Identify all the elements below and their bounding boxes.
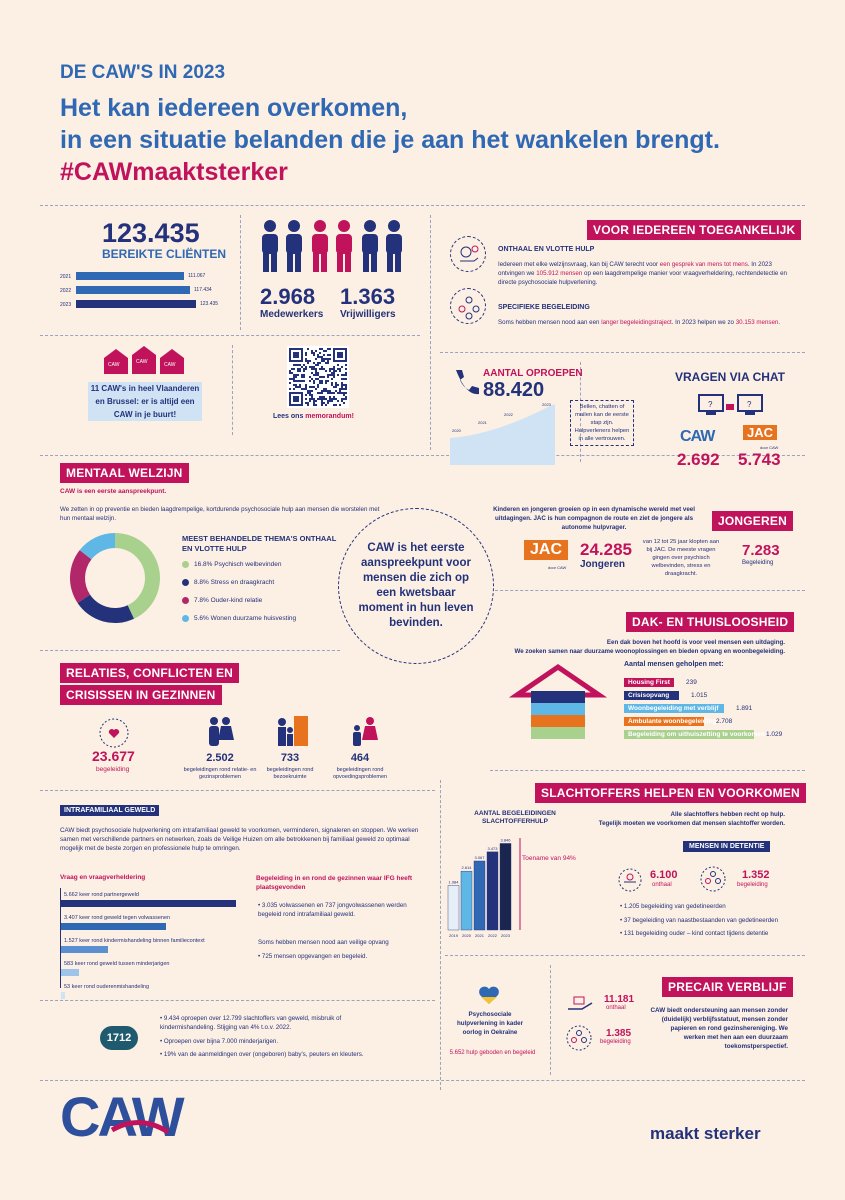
domestic-bar: [61, 923, 166, 930]
employees-label: Medewerkers: [260, 309, 324, 320]
precarious-l2: begeleiding: [600, 1039, 631, 1045]
domestic-bar-label: 53 keer rond ouderenmishandeling: [64, 984, 150, 990]
relations-main-value: 23.677: [92, 748, 135, 764]
victims-bar-label: 3.067: [474, 854, 485, 860]
chat-jac-value: 5.743: [738, 450, 781, 469]
domestic-ifg-2: Soms hebben mensen nood aan veilige opvang: [258, 939, 389, 946]
precarious-onthaal-icon: [566, 993, 596, 1017]
precarious-group-icon: [566, 1025, 592, 1051]
victims-bar: [461, 871, 472, 930]
chat-caw-logo: CAW: [680, 428, 715, 445]
legend-label: 8.8% Stress en draagkracht: [194, 579, 275, 586]
homeless-intro-2: We zoeken samen naar duurzame woonoplossingen en bieden opvang en woonbegeleiding.: [514, 648, 785, 655]
domestic-bar-label: 3.407 keer rond geweld tegen volwassenen: [64, 915, 171, 921]
chat-jac-logo: JAC: [743, 425, 777, 440]
footer-tagline: maakt sterker: [650, 1124, 761, 1143]
clients-year-label: 2021: [60, 274, 72, 280]
ukraine-heart-icon: [478, 984, 500, 1006]
homeless-item-value: 1.015: [691, 692, 708, 699]
homeless-helped-title: Aantal mensen geholpen met:: [624, 661, 724, 668]
ukraine-text: Psychosociale hulpverlening in kader oorlog in Oekraïne: [456, 1011, 523, 1036]
donut-slice: [70, 550, 91, 603]
victims-year-label: 2020: [462, 933, 471, 938]
headline-2: in een situatie belanden die je aan het wankelen brengt.: [60, 126, 720, 154]
calls-year-2022: 2022: [504, 412, 513, 417]
victims-intro-2: Tegelijk moeten we voorkomen dat mensen slachtoffer worden.: [598, 820, 785, 827]
victims-year-label: 2021: [475, 933, 484, 938]
themes-donut: [65, 528, 165, 628]
clients-bar-value: 111.067: [188, 273, 206, 279]
footer-logo: CAW: [60, 1085, 182, 1148]
handshake-icon: [450, 236, 486, 272]
hashtag: #CAWmaaktsterker: [60, 158, 288, 186]
relations-item-label: begeleidingen rond relatie- en gezinsproblemen: [183, 767, 257, 780]
victims-bar-chart: [442, 830, 532, 942]
victims-bar: [500, 843, 511, 930]
homeless-intro-1: Een dak boven het hoofd is voor veel mensen een uitdaging.: [606, 639, 785, 646]
precarious-text: CAW biedt ondersteuning aan mensen zonder (duidelijk) verblijfsstatuut, mensen zonder papieren en rond gezinshereniging. We werken met hen aan een duurzaam toekomstperspectief.: [650, 1007, 788, 1050]
legend-label: 7.8% Ouder-kind relatie: [194, 597, 263, 604]
footer-logo-swoosh: [110, 1110, 170, 1140]
victims-year-label: 2022: [488, 933, 497, 938]
youth-support-label: Begeleiding: [742, 560, 774, 566]
relations-title-2: CRISISSEN IN GEZINNEN: [60, 685, 222, 705]
kicker: DE CAW'S IN 2023: [60, 62, 226, 83]
victims-bar-label: 2.614: [461, 865, 472, 871]
memo-link[interactable]: Lees ons memorandum!: [273, 413, 354, 420]
center-text: CAW is het eerste aanspreekpunt voor mensen die zich op een kwetsbaar moment in hun leven bevinden.: [358, 542, 474, 629]
access-s2-title: SPECIFIEKE BEGELEIDING: [498, 304, 590, 311]
homeless-item-label: Begeleiding om uithuiszetting te voorkomen: [624, 730, 754, 739]
homeless-item-label: Ambulante woonbegeleiding: [624, 717, 704, 726]
legend-dot: [182, 597, 189, 604]
domestic-bar-label: 583 keer rond geweld tussen minderjarigen: [64, 961, 170, 967]
homeless-item-label: Woonbegeleiding met verblijf: [624, 704, 724, 713]
clients-label: BEREIKTE CLIËNTEN: [102, 247, 227, 261]
calls-value: 88.420: [483, 379, 545, 401]
victims-increase: Toename van 94%: [522, 855, 576, 862]
victims-bar-label: 3.473: [487, 845, 498, 851]
clients-total: 123.435: [102, 218, 200, 248]
volunteers-value: 1.363: [340, 284, 396, 309]
donut-slice: [115, 533, 160, 619]
detention-onthaal-icon: [618, 868, 642, 892]
calls-area-chart: [450, 400, 560, 465]
calls-year-2020: 2020: [452, 428, 461, 433]
domestic-bar: [61, 946, 108, 953]
victims-bar: [487, 852, 498, 930]
homeless-item-value: 2.708: [716, 718, 733, 725]
detention-item-2: • 37 begeleiding van naastbestaanden van gedetineerden: [620, 917, 779, 924]
clients-year-label: 2022: [60, 288, 72, 294]
access-s1-title: ONTHAAL EN VLOTTE HULP: [498, 246, 595, 253]
hands-heart-icon: [99, 718, 129, 748]
legend-dot: [182, 615, 189, 622]
ukraine-value: 5.652 hulp geboden en begeleid: [449, 1050, 536, 1056]
calls-year-2023: 2023: [542, 402, 551, 407]
hotline-badge[interactable]: 1712: [100, 1026, 138, 1050]
legend-item: [182, 615, 342, 622]
homeless-list: [624, 678, 804, 748]
domestic-bars: [60, 888, 240, 988]
victims-year-label: 2023: [501, 933, 510, 938]
mental-lead: CAW is een eerste aanspreekpunt.: [60, 488, 167, 495]
domestic-ifg-title: Begeleiding in en rond de gezinnen waar IFG heeft plaatsgevonden: [256, 875, 413, 891]
domestic-bar: [61, 992, 65, 999]
group-icon: [450, 288, 486, 324]
mental-text: We zetten in op preventie en bieden laagdrempelige, kortdurende psychosociale hulp aan mensen die worstelen met hun mentaal welzijn.: [60, 506, 380, 522]
hotline-1: • 9.434 oproepen over 12.799 slachtoffers van geweld, misbruik of kindermishandeling. Stijging van 4% t.o.v. 2022.: [160, 1015, 342, 1031]
qr-code[interactable]: [287, 346, 349, 408]
legend-item: [182, 579, 342, 586]
employees-value: 2.968: [260, 284, 316, 309]
domestic-req-title: Vraag en vraagverheldering: [60, 874, 146, 881]
domestic-bar-label: 1.527 keer rond kindermishandeling binnen familiecontext: [64, 938, 205, 944]
youth-intro: Kinderen en jongeren groeien op in een dynamische wereld met veel uitdagingen. JAC is hun compagnon de route en ziet de jongere als autonome hulpvrager.: [493, 506, 695, 531]
relations-item-value: 733: [280, 752, 300, 764]
youth-logo-sub: door CAW: [548, 565, 567, 570]
domestic-text: CAW biedt psychosociale hulpverlening om intrafamiliaal geweld te voorkomen, verminderen, signaleren en stoppen. We werken samen met verschillende partners en netwerken, zoals de Veilige Huizen om alle betrokkenen bij familiaal geweld zo optimaal mogelijk met de beste zorgen en professionele hulp te omringen.: [60, 827, 419, 852]
relations-item-value: 2.502: [206, 752, 234, 764]
legend-label: 16.8% Psychisch welbevinden: [194, 561, 282, 568]
victims-bar: [448, 885, 459, 930]
detention-item-3: • 131 begeleiding ouder – kind contact tijdens detentie: [620, 930, 769, 937]
youth-value: 24.285: [580, 540, 632, 559]
homeless-item-label: Crisisopvang: [624, 691, 679, 700]
hotline-2: • Oproepen over bijna 7.000 minderjarigen.: [160, 1038, 279, 1045]
homeless-item-label: Housing First: [624, 678, 674, 687]
detention-v2: 1.352: [742, 869, 770, 881]
precarious-v2: 1.385: [606, 1028, 632, 1039]
clients-bar: [76, 286, 190, 294]
homeless-title: DAK- EN THUISLOOSHEID: [626, 612, 794, 632]
house-label-3: CAW: [164, 362, 176, 368]
clients-bar-value: 123.435: [200, 301, 219, 307]
relations-items: [180, 752, 420, 792]
victims-year-label: 2019: [449, 933, 458, 938]
headline-1: Het kan iedereen overkomen,: [60, 94, 408, 122]
relations-main-label: begeleiding: [96, 766, 130, 773]
detention-l1: onthaal: [652, 882, 672, 888]
calls-note: Bellen, chatten of mailen kan de eerste stap zijn. Hulpverleners helpen in alle vertrouwen.: [570, 400, 634, 446]
center-statement: [338, 508, 494, 664]
clients-year-label: 2023: [60, 302, 72, 308]
homeless-item-value: 1.029: [766, 731, 783, 738]
relations-item-value: 464: [350, 752, 370, 764]
domestic-ifg-3: • 725 mensen opgevangen en begeleid.: [258, 953, 368, 960]
legend-item: [182, 561, 342, 568]
clients-bar: [76, 300, 196, 308]
domestic-ifg-1: • 3.035 volwassenen en 737 jongvolwassenen werden begeleid rond intrafamiliaal geweld.: [258, 902, 407, 918]
victims-bar-label: 3.846: [500, 837, 511, 843]
people-icon: [258, 218, 406, 274]
phone-icon: [452, 368, 478, 396]
access-title: VOOR IEDEREEN TOEGANKELIJK: [587, 220, 801, 240]
legend-label: 5.6% Wonen duurzame huisvesting: [194, 615, 297, 622]
domestic-title: INTRAFAMILIAAL GEWELD: [60, 805, 159, 816]
themes-legend: [182, 561, 342, 633]
svg-text:?: ?: [747, 400, 752, 409]
house-label-1: CAW: [108, 362, 120, 368]
chat-screens-icon: [698, 392, 766, 420]
victims-bar: [474, 861, 485, 930]
clients-bar-value: 117.434: [194, 287, 212, 293]
themes-title: MEEST BEHANDELDE THEMA'S ONTHAAL EN VLOTTE HULP: [182, 534, 337, 553]
homeless-item-value: 239: [686, 679, 697, 686]
calls-year-2021: 2021: [478, 420, 487, 425]
access-s1-text: Iedereen met elke welzijnsvraag, kan bij CAW terecht voor een gesprek van mens tot mens. In 2023 ontvingen we 105.912 mensen op een laagdrempelige manier voor vraagverheldering, rechtendetectie en directe psychosociale hulpverlening.: [498, 261, 787, 286]
detention-v1: 6.100: [650, 869, 678, 881]
relations-title-1: RELATIES, CONFLICTEN EN: [60, 663, 239, 683]
precarious-l1: onthaal: [606, 1005, 626, 1011]
legend-dot: [182, 561, 189, 568]
precarious-title: PRECAIR VERBLIJF: [662, 977, 793, 997]
domestic-bar: [61, 969, 79, 976]
house-label-2: CAW: [136, 359, 148, 365]
house-icon: [515, 665, 601, 743]
youth-support: 7.283: [742, 542, 780, 559]
domestic-bar: [61, 900, 236, 907]
detention-group-icon: [700, 866, 726, 892]
houses-icon: [104, 346, 184, 376]
homeless-item-value: 1.891: [736, 705, 753, 712]
access-s2-text: Soms hebben mensen nood aan een langer begeleidingstraject. In 2023 helpen we zo 30.153 mensen.: [498, 319, 781, 326]
donut-slice: [78, 595, 134, 623]
chat-jac-sub: door CAW: [760, 445, 779, 450]
precarious-v1: 11.181: [604, 994, 635, 1005]
parent-child-icon: [350, 716, 380, 748]
youth-title: JONGEREN: [712, 511, 793, 531]
chat-caw-value: 2.692: [677, 450, 720, 469]
detention-title: MENSEN IN DETENTIE: [683, 841, 770, 852]
victims-title: SLACHTOFFERS HELPEN EN VOORKOMEN: [535, 783, 806, 803]
detention-l2: begeleiding: [737, 882, 768, 888]
youth-value-label: Jongeren: [580, 559, 626, 570]
victims-bar-label: 1.984: [448, 879, 459, 885]
calls-label: AANTAL OPROEPEN: [483, 368, 583, 379]
domestic-bar-label: 5.662 keer rond partnergeweld: [64, 892, 139, 898]
chat-title: VRAGEN VIA CHAT: [675, 370, 786, 384]
legend-item: [182, 597, 342, 604]
youth-logo: JAC: [524, 540, 568, 560]
victims-chart-title: AANTAL BEGELEIDINGEN SLACHTOFFERHULP: [474, 810, 556, 825]
legend-dot: [182, 579, 189, 586]
detention-item-1: • 1.205 begeleiding van gedetineerden: [620, 903, 726, 910]
couple-icon: [205, 716, 235, 748]
hotline-3: • 19% van de aanmeldingen over (ongeboren) baby's, peuters en kleuters.: [160, 1051, 364, 1058]
youth-note: van 12 tot 25 jaar klopten aan bij JAC. De meeste vragen gingen over psychisch welbevinden, stress en draagkracht.: [642, 539, 720, 577]
svg-text:?: ?: [708, 400, 713, 409]
qr-pattern: [289, 348, 347, 406]
volunteers-label: Vrijwilligers: [340, 309, 396, 320]
relations-item-label: begeleidingen rond opvoedingsproblemen: [332, 767, 388, 780]
visit-room-icon: [274, 716, 310, 748]
relations-item-label: begeleidingen rond bezoekruimte: [266, 767, 314, 780]
locations-text: 11 CAW's in heel Vlaanderen en Brussel: er is altijd een CAW in je buurt!: [88, 382, 202, 421]
victims-intro-1: Alle slachtoffers hebben recht op hulp.: [670, 811, 785, 818]
mental-title: MENTAAL WELZIJN: [60, 463, 189, 483]
clients-bar: [76, 272, 184, 280]
